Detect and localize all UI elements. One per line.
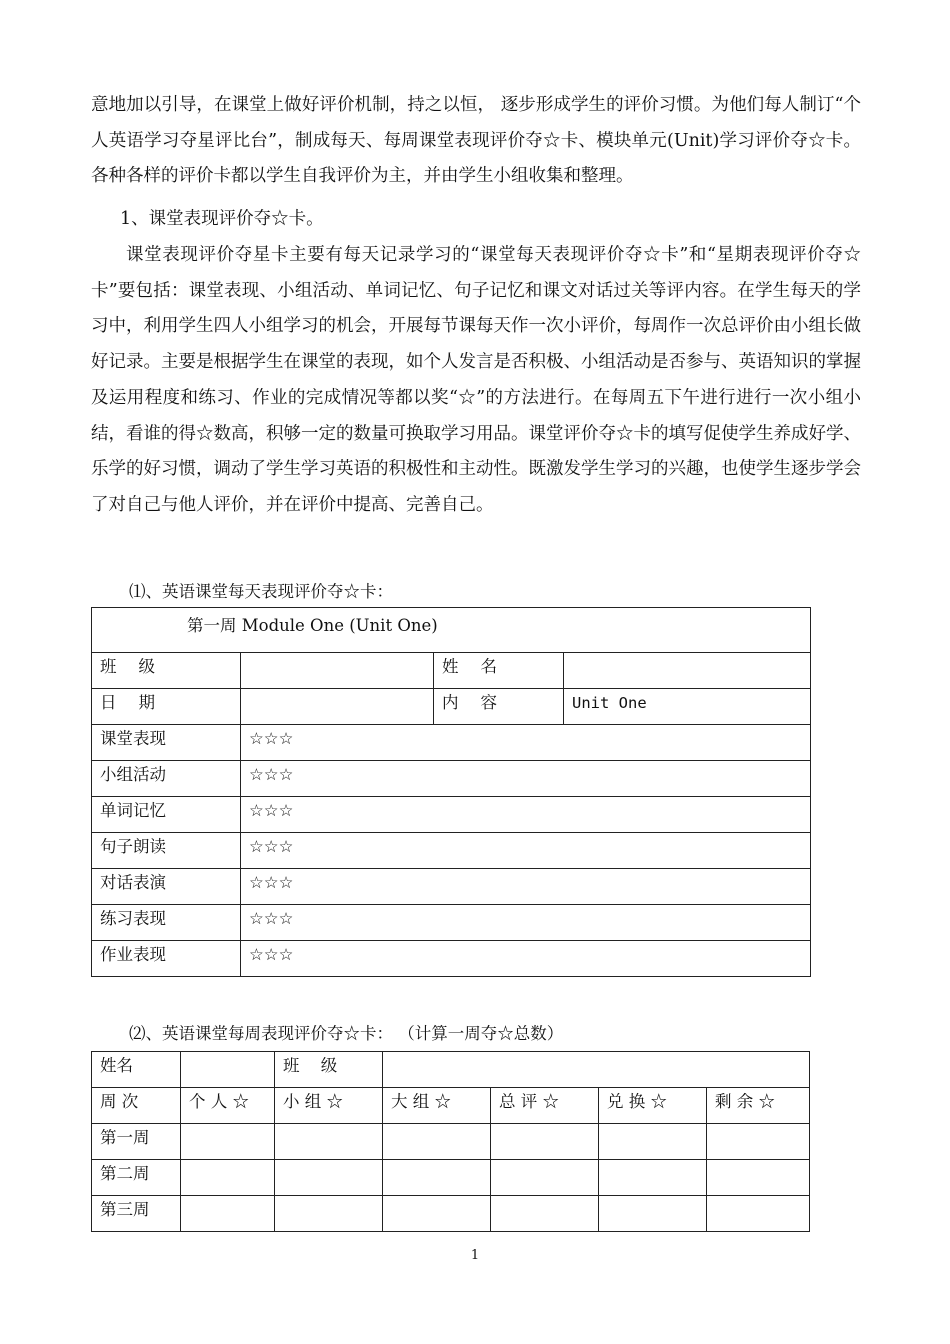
class-value[interactable] [241,653,434,689]
table-cell[interactable] [181,1196,275,1232]
page-number: 1 [470,1248,480,1263]
table-row [92,905,811,941]
table-cell[interactable] [275,1160,383,1196]
weekly-card-header-row [92,1088,810,1124]
table-cell[interactable] [275,1196,383,1232]
table-row [92,941,811,977]
table-cell[interactable] [181,1160,275,1196]
item-label: 作业表现 [92,941,241,977]
table-row [92,1160,810,1196]
table-cell[interactable] [599,1160,707,1196]
body-paragraph-intro: 意地加以引导，在课堂上做好评价机制，持之以恒， 逐步形成学生的评价习惯。为他们每人制订“个人英语学习夺星评比台”，制成每天、每周课堂表现评价夺☆卡、模块单元(Unit)学习评价夺☆卡。各种各样的评价卡都以学生自我评价为主，并由学生小组收集和整理。 [91,95,861,187]
stars-cell: ☆☆☆ [241,725,811,761]
table-cell[interactable] [491,1160,599,1196]
table-cell[interactable] [383,1160,491,1196]
column-header: 总 评 ☆ [491,1088,599,1124]
table-row [92,761,811,797]
date-label: 日期 [92,689,241,725]
week-label: 第一周 [92,1124,181,1160]
column-header: 剩 余 ☆ [707,1088,810,1124]
table-row [92,725,811,761]
daily-card-title: 第一周 Module One (Unit One) [92,608,811,653]
item-label: 小组活动 [92,761,241,797]
weekly-card-caption: ⑵、英语课堂每周表现评价夺☆卡： （计算一周夺☆总数） [129,1024,564,1043]
section-heading: 1、课堂表现评价夺☆卡。 [120,209,324,229]
table-cell[interactable] [707,1124,810,1160]
column-header: 兑 换 ☆ [599,1088,707,1124]
weekly-card-info-row [92,1052,810,1088]
item-label: 单词记忆 [92,797,241,833]
table-cell[interactable] [707,1160,810,1196]
table-row [92,869,811,905]
table-row [92,1196,810,1232]
table-row [92,1124,810,1160]
daily-card-caption: ⑴、英语课堂每天表现评价夺☆卡： [129,582,393,601]
column-header: 个 人 ☆ [181,1088,275,1124]
table-cell[interactable] [707,1196,810,1232]
table-cell[interactable] [181,1124,275,1160]
daily-card-title-row [92,608,811,653]
daily-card-info-row [92,653,811,689]
table-cell[interactable] [491,1124,599,1160]
class-label: 班 级 [275,1052,383,1088]
name-label: 姓名 [92,1052,181,1088]
date-value[interactable] [241,689,434,725]
stars-cell: ☆☆☆ [241,761,811,797]
item-label: 对话表演 [92,869,241,905]
class-value[interactable] [383,1052,810,1088]
stars-cell: ☆☆☆ [241,833,811,869]
week-label: 第二周 [92,1160,181,1196]
table-cell[interactable] [599,1196,707,1232]
content-label: 内容 [434,689,564,725]
item-label: 课堂表现 [92,725,241,761]
content-value: Unit One [564,689,811,725]
name-value[interactable] [564,653,811,689]
stars-cell: ☆☆☆ [241,797,811,833]
daily-card-info-row [92,689,811,725]
table-row [92,797,811,833]
weekly-evaluation-card [91,1051,810,1232]
week-label: 第三周 [92,1196,181,1232]
body-paragraph-main: 课堂表现评价夺星卡主要有每天记录学习的“课堂每天表现评价夺☆卡”和“星期表现评价夺☆卡”要包括：课堂表现、小组活动、单词记忆、句子记忆和课文对话过关等评内容。在学生每天的学习中，利用学生四人小组学习的机会，开展每节课每天作一次小评价，每周作一次总评价由小组长做好记录。主要是根据学生在课堂的表现，如个人发言是否积极、小组活动是否参与、英语知识的掌握及运用程度和练习、作业的完成情况等都以奖“☆”的方法进行。在每周五下午进行进行一次小组小结，看谁的得☆数高，积够一定的数量可换取学习用品。课堂评价夺☆卡的填写促使学生养成好学、乐学的好习惯，调动了学生学习英语的积极性和主动性。既激发学生学习的兴趣，也使学生逐步学会了对自己与他人评价，并在评价中提高、完善自己。 [91,245,861,515]
table-row [92,833,811,869]
table-cell[interactable] [599,1124,707,1160]
column-header: 小 组 ☆ [275,1088,383,1124]
column-header: 大 组 ☆ [383,1088,491,1124]
stars-cell: ☆☆☆ [241,941,811,977]
table-cell[interactable] [275,1124,383,1160]
column-header: 周 次 [92,1088,181,1124]
item-label: 练习表现 [92,905,241,941]
name-label: 姓名 [434,653,564,689]
stars-cell: ☆☆☆ [241,905,811,941]
table-cell[interactable] [383,1196,491,1232]
item-label: 句子朗读 [92,833,241,869]
stars-cell: ☆☆☆ [241,869,811,905]
table-cell[interactable] [383,1124,491,1160]
table-cell[interactable] [491,1196,599,1232]
daily-evaluation-card [91,607,811,977]
class-label: 班级 [92,653,241,689]
name-value[interactable] [181,1052,275,1088]
